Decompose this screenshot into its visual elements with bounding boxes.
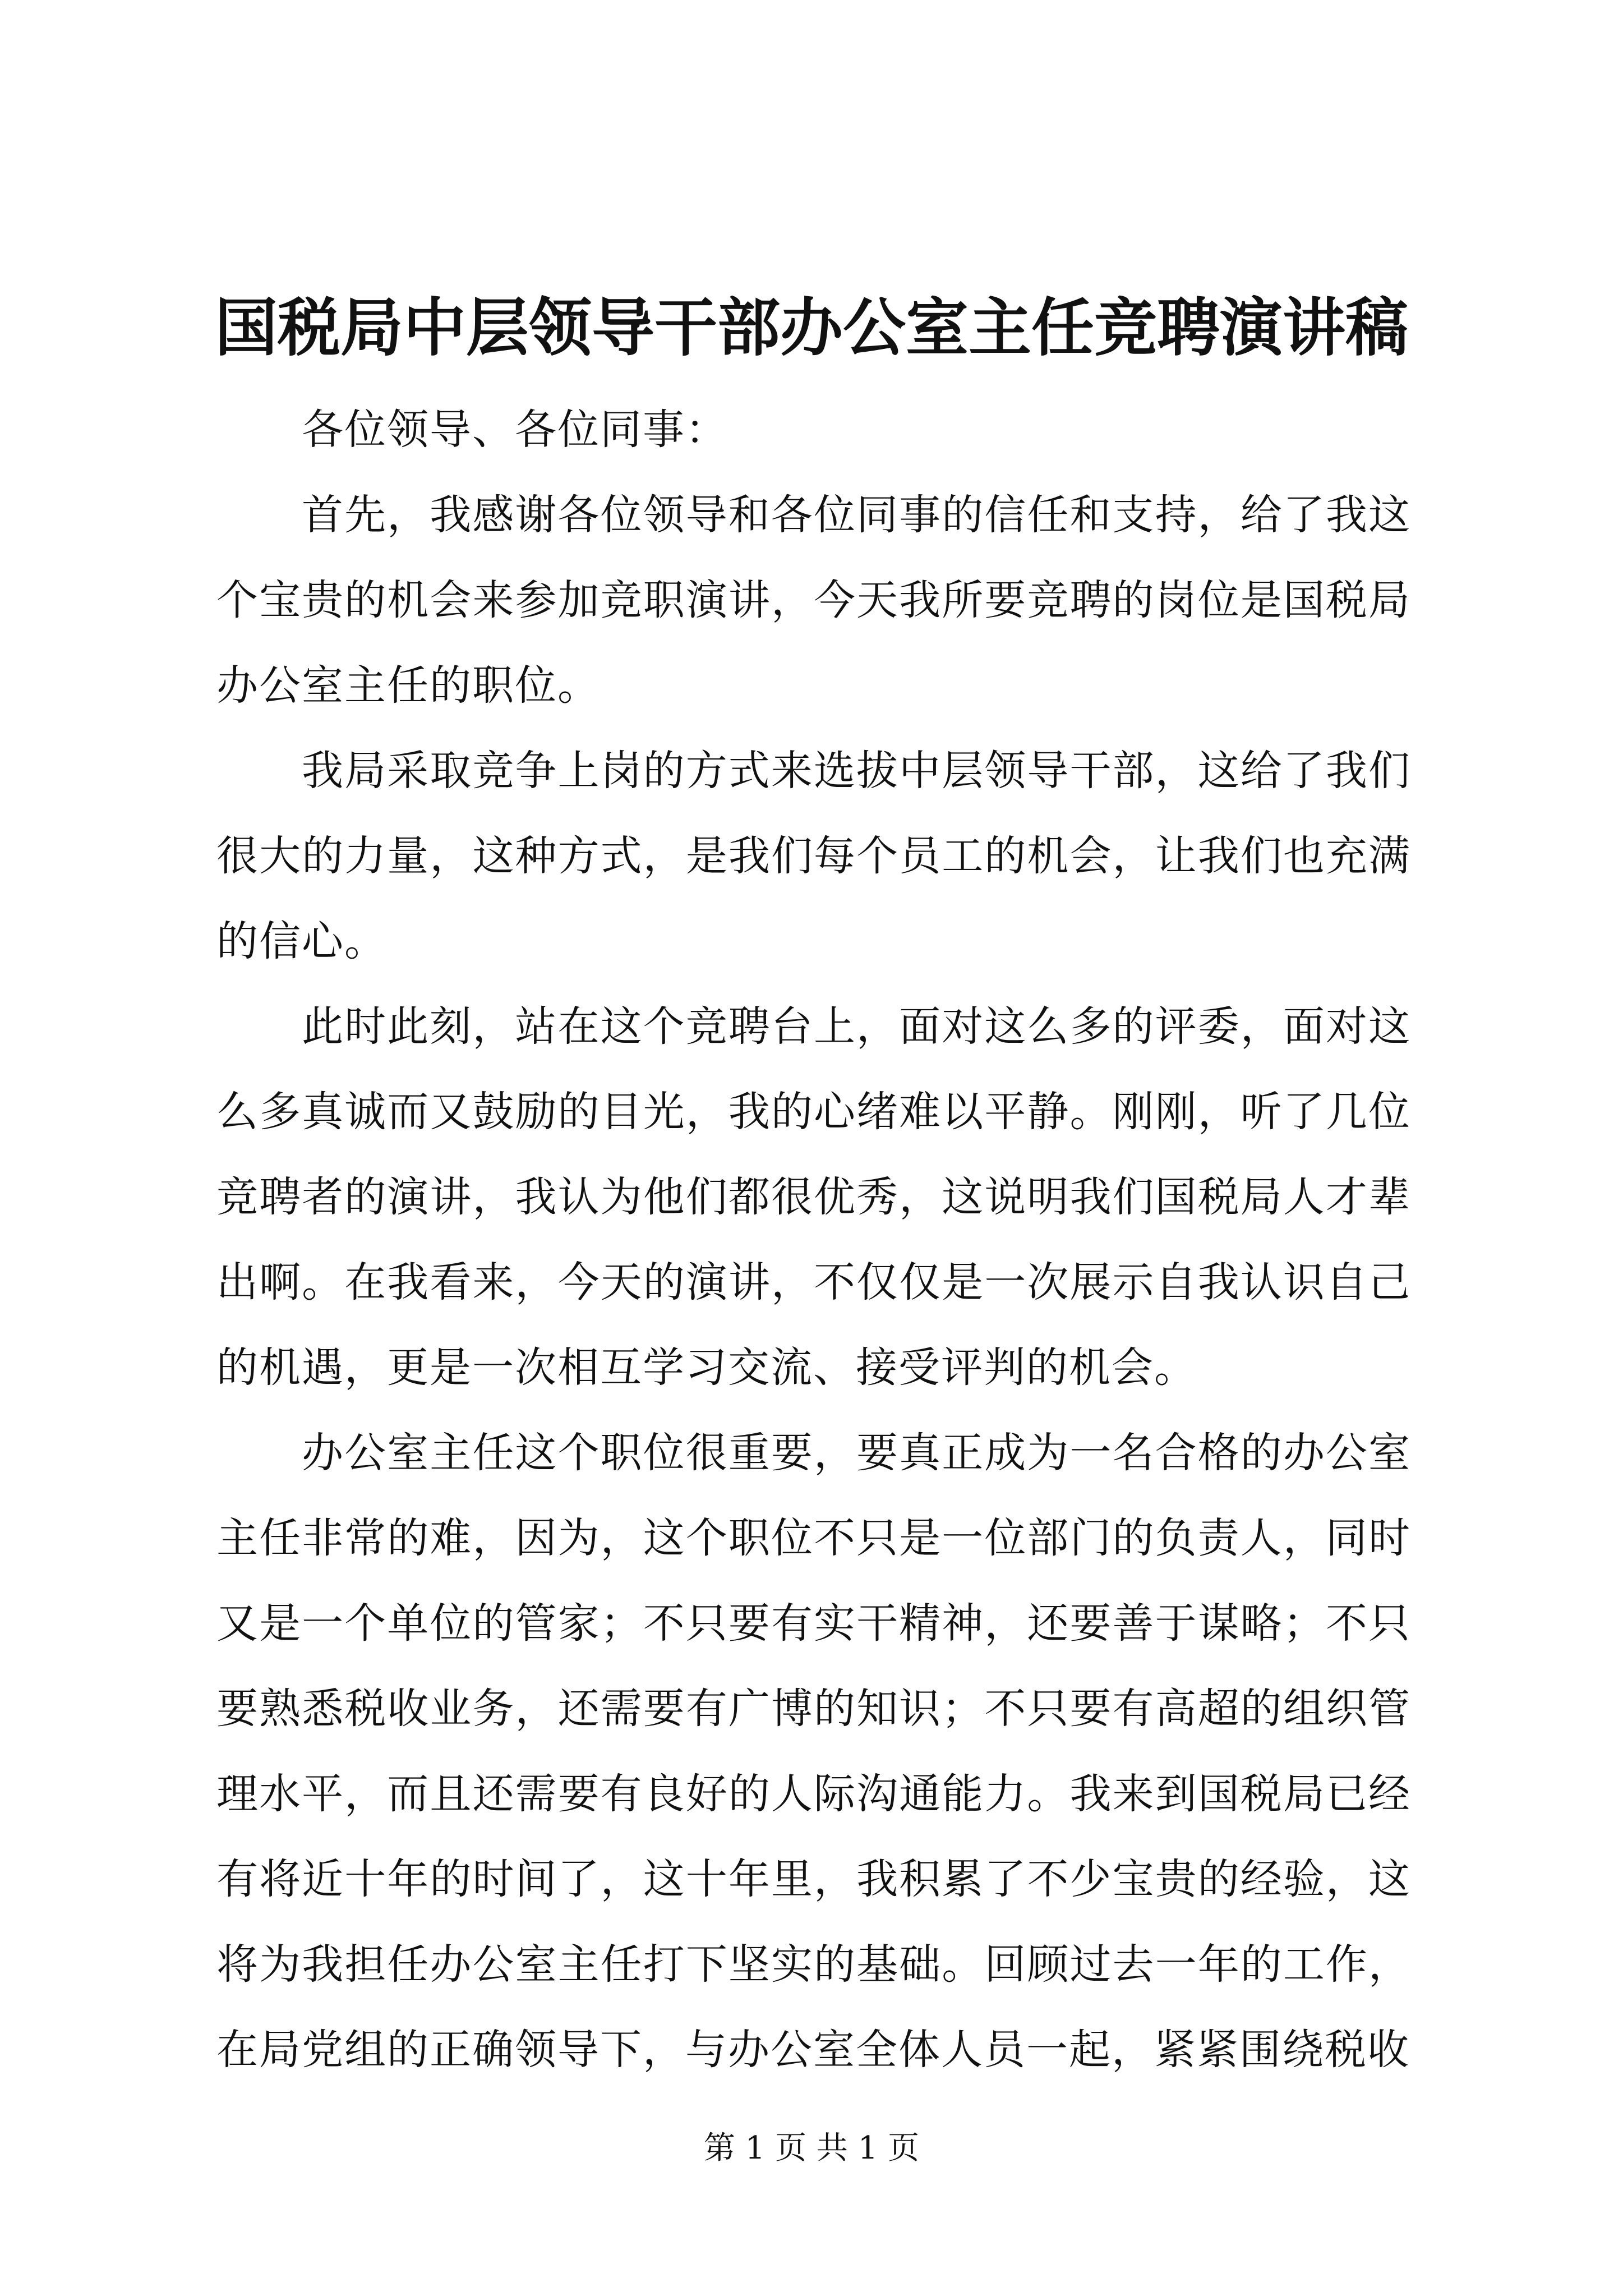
body-paragraph: 此时此刻，站在这个竞聘台上，面对这么多的评委，面对这么多真诚而又鼓励的目光，我的心绪难以平静。刚刚，听了几位竞聘者的演讲，我认为他们都很优秀，这说明我们国税局人才辈出啊。在我看来，今天的演讲，不仅仅是一次展示自我认识自己的机遇，更是一次相互学习交流、接受评判的机会。 [216, 1002, 1411, 1392]
page-footer: 第 1 页 共 1 页 [703, 2130, 920, 2166]
body-paragraph: 办公室主任这个职位很重要，要真正成为一名合格的办公室主任非常的难，因为，这个职位不只是一位部门的负责人，同时又是一个单位的管家；不只要有实干精神，还要善于谋略；不只要熟悉税收业务，还需要有广博的知识；不只要有高超的组织管理水平，而且还需要有良好的人际沟通能力。我来到国税局已经有将近十年的时间了，这十年里，我积累了不少宝贵的经验，这将为我担任办公室主任打下坚实的基础。回顾过去一年的工作，在局党组的正确领导下，与办公室全体人员一起，紧紧围绕税收 [216, 1429, 1411, 2074]
document-body [216, 387, 1411, 2092]
document-title: 国税局中层领导干部办公室主任竞聘演讲稿 [215, 291, 1408, 365]
body-paragraph: 我局采取竞争上岗的方式来选拔中层领导干部，这给了我们很大的力量，这种方式，是我们每个员工的机会，让我们也充满的信心。 [216, 747, 1411, 965]
salutation-paragraph: 各位领导、各位同事： [302, 406, 728, 454]
body-paragraph: 首先，我感谢各位领导和各位同事的信任和支持，给了我这个宝贵的机会来参加竞职演讲，今天我所要竞聘的岗位是国税局办公室主任的职位。 [216, 491, 1411, 710]
